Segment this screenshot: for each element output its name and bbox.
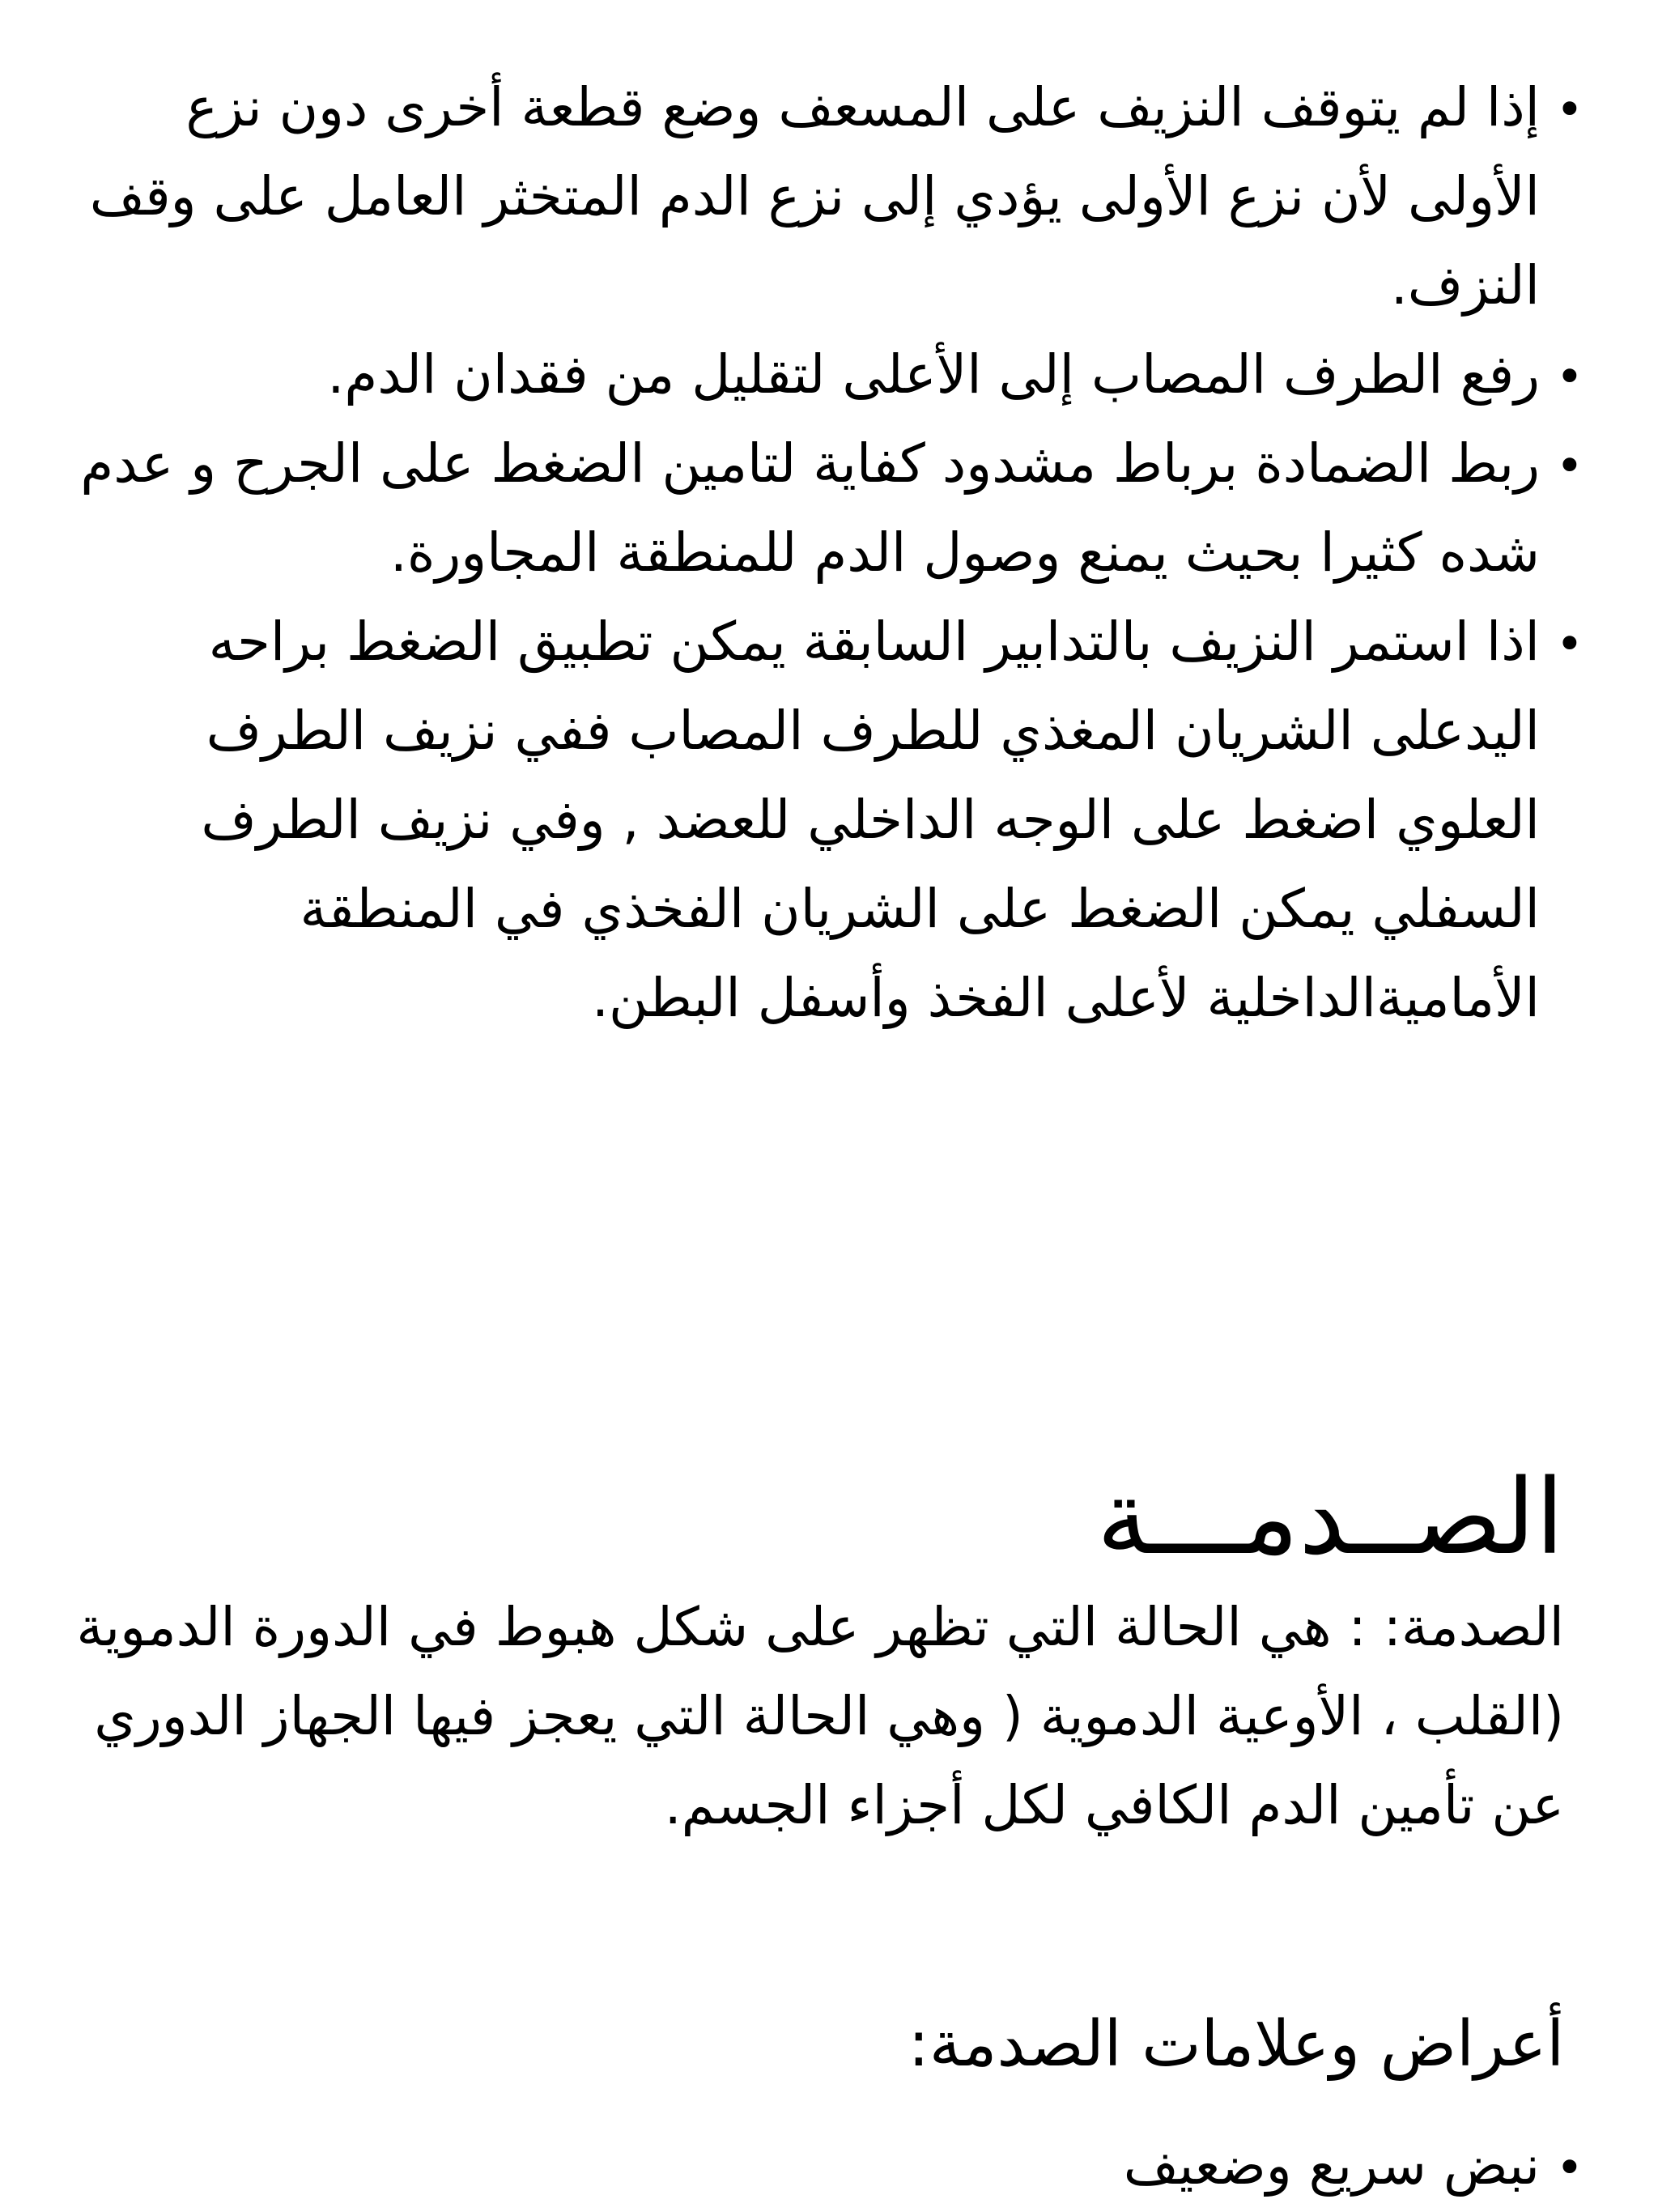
shock-symptoms-list [62,2121,1584,2210]
bullet-icon: • [1555,438,1584,493]
list-item-text: نبض سريع وضعيف [1123,2134,1540,2197]
list-item [62,598,1584,1043]
bullet-icon: • [1555,349,1584,404]
list-item [62,2121,1584,2210]
list-item [62,330,1584,419]
list-item-text: إذا لم يتوقف النزيف على المسعف وضع قطعة أخرى دون نزع الأولى لأن نزع الأولى يؤدي إلى نزع الدم المتخثر العامل على وقف النزف. [89,76,1540,317]
bullet-icon: • [1555,2140,1584,2195]
bleeding-steps-list [62,63,1584,1043]
bullet-icon: • [1555,616,1584,671]
list-item [62,419,1584,598]
shock-section-title: الصــدمـــة [1096,1457,1564,1578]
list-item-text: اذا استمر النزيف بالتدابير السابقة يمكن تطبيق الضغط براحه اليدعلى الشريان المغذي للطرف المصاب ففي نزيف الطرف العلوي اضغط على الوجه الداخلي للعضد , وفي نزيف الطرف السفلي يمكن الضغط على الشريان الفخذي في المنطقة الأماميةالداخلية لأعلى الفخذ وأسفل البطن. [201,610,1540,1029]
bullet-icon: • [1555,82,1584,137]
list-item-text: رفع الطرف المصاب إلى الأعلى لتقليل من فقدان الدم. [327,343,1540,406]
list-item-text: ربط الضمادة برباط مشدود كفاية لتامين الضغط على الجرح و عدم شده كثيرا بحيث يمنع وصول الدم للمنطقة المجاورة. [80,432,1540,584]
list-item [62,63,1584,330]
shock-symptoms-heading: أعراض وعلامات الصدمة: [908,2008,1564,2081]
shock-definition: الصدمة: : هي الحالة التي تظهر على شكل هبوط في الدورة الدموية (القلب ، الأوعية الدموية ( وهي الحالة التي يعجز فيها الجهاز الدوري عن تأمين الدم الكافي لكل أجزاء الجسم. [76,1596,1564,1836]
